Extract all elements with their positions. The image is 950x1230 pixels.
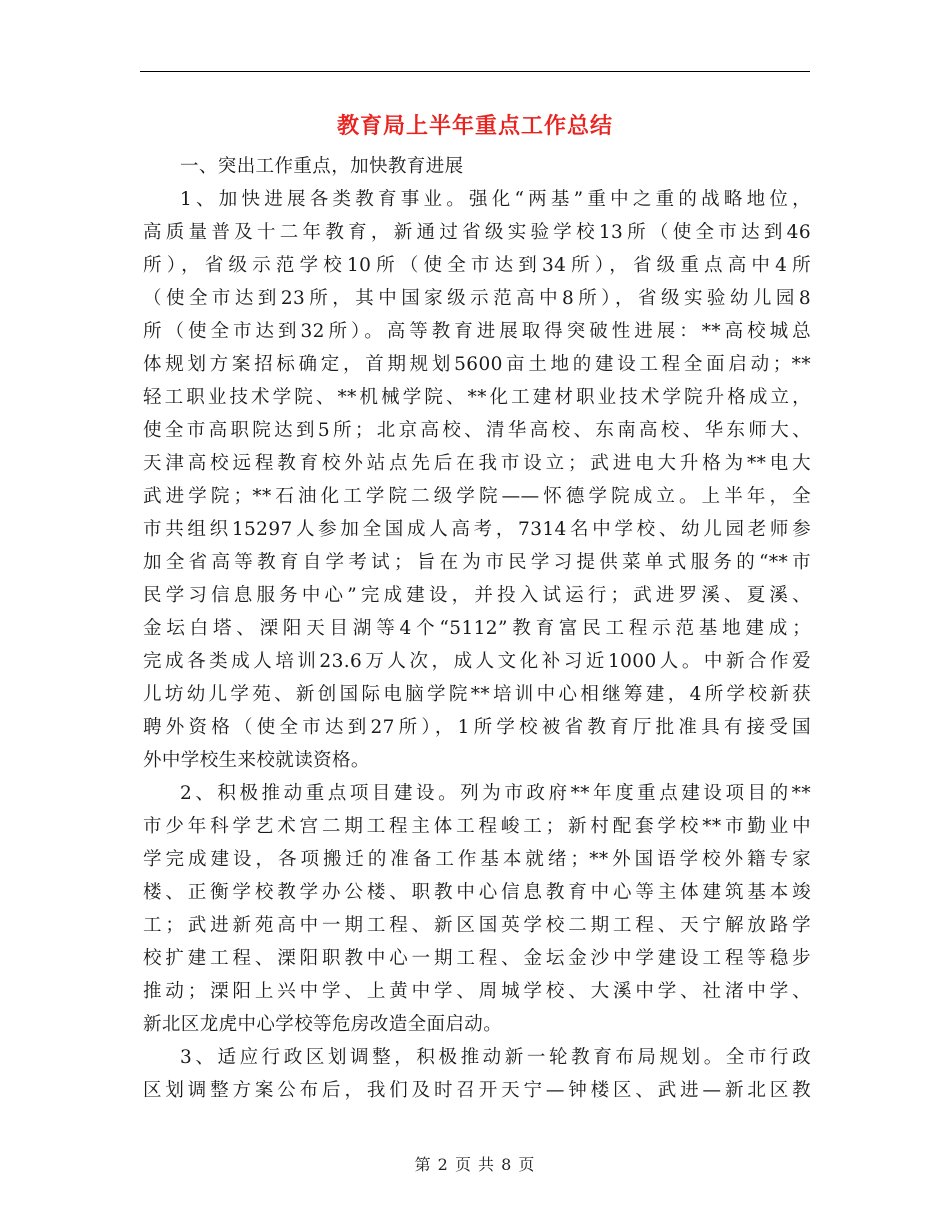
paragraph-line: 儿坊幼儿学苑、新创国际电脑学院**培训中心相继筹建，4所学校新获 — [143, 684, 811, 705]
paragraph-line: 天津高校远程教育校外站点先后在我市设立；武进电大升格为**电大 — [143, 453, 811, 474]
paragraph-line: （使全市达到23所，其中国家级示范高中8所），省级实验幼儿园8 — [143, 288, 811, 309]
paragraph-line: 楼、正衡学校教学办公楼、职教中心信息教育中心等主体建筑基本竣 — [143, 882, 811, 903]
paragraph-line: 3、适应行政区划调整，积极推动新一轮教育布局规划。全市行政 — [180, 1047, 811, 1068]
paragraph-line: 市共组织15297人参加全国成人高考，7314名中学校、幼儿园老师参 — [143, 519, 811, 540]
paragraph-line: 武进学院；**石油化工学院二级学院——怀德学院成立。上半年，全 — [143, 486, 811, 507]
document-title: 教育局上半年重点工作总结 — [336, 113, 613, 139]
paragraph-line: 市少年科学艺术宫二期工程主体工程峻工；新村配套学校**市勤业中 — [143, 816, 811, 837]
paragraph-line: 外中学校生来校就读资格。 — [143, 750, 370, 771]
paragraph-line: 所（使全市达到32所）。高等教育进展取得突破性进展：**高校城总 — [143, 321, 811, 342]
paragraph-line: 金坛白塔、溧阳天目湖等4个“5112”教育富民工程示范基地建成； — [143, 618, 811, 639]
paragraph-line: 学完成建设，各项搬迁的准备工作基本就绪；**外国语学校外籍专家 — [143, 849, 811, 870]
paragraph-line: 1、加快进展各类教育事业。强化“两基”重中之重的战略地位， — [180, 189, 811, 210]
paragraph-line: 校扩建工程、溧阳职教中心一期工程、金坛金沙中学建设工程等稳步 — [143, 948, 811, 969]
paragraph-line: 加全省高等教育自学考试；旨在为市民学习提供菜单式服务的“**市 — [143, 552, 811, 573]
paragraph-line: 完成各类成人培训23.6万人次，成人文化补习近1000人。中新合作爱 — [143, 651, 811, 672]
paragraph-line: 2、积极推动重点项目建设。列为市政府**年度重点建设项目的** — [180, 783, 811, 804]
paragraph-line: 新北区龙虎中心学校等危房改造全面启动。 — [143, 1014, 503, 1035]
paragraph-line: 使全市高职院达到5所；北京高校、清华高校、东南高校、华东师大、 — [143, 420, 811, 441]
section-heading: 一、突出工作重点，加快教育进展 — [180, 156, 464, 177]
paragraph-line: 推动；溧阳上兴中学、上黄中学、周城学校、大溪中学、社渚中学、 — [143, 981, 811, 1002]
page-footer: 第 2 页 共 8 页 — [414, 1155, 536, 1174]
paragraph-line: 体规划方案招标确定，首期规划5600亩土地的建设工程全面启动；** — [143, 354, 811, 375]
paragraph-line: 轻工职业技术学院、**机械学院、**化工建材职业技术学院升格成立， — [143, 387, 811, 408]
paragraph-line: 民学习信息服务中心”完成建设，并投入试运行；武进罗溪、夏溪、 — [143, 585, 811, 606]
paragraph-line: 区划调整方案公布后，我们及时召开天宁—钟楼区、武进—新北区教 — [143, 1080, 811, 1101]
paragraph-line: 高质量普及十二年教育，新通过省级实验学校13所（使全市达到46 — [143, 222, 811, 243]
paragraph-line: 聘外资格（使全市达到27所），1所学校被省教育厅批准具有接受国 — [143, 717, 811, 738]
paragraph-line: 工；武进新苑高中一期工程、新区国英学校二期工程、天宁解放路学 — [143, 915, 811, 936]
header-rule — [140, 71, 810, 72]
paragraph-line: 所），省级示范学校10所（使全市达到34所），省级重点高中4所 — [143, 255, 811, 276]
